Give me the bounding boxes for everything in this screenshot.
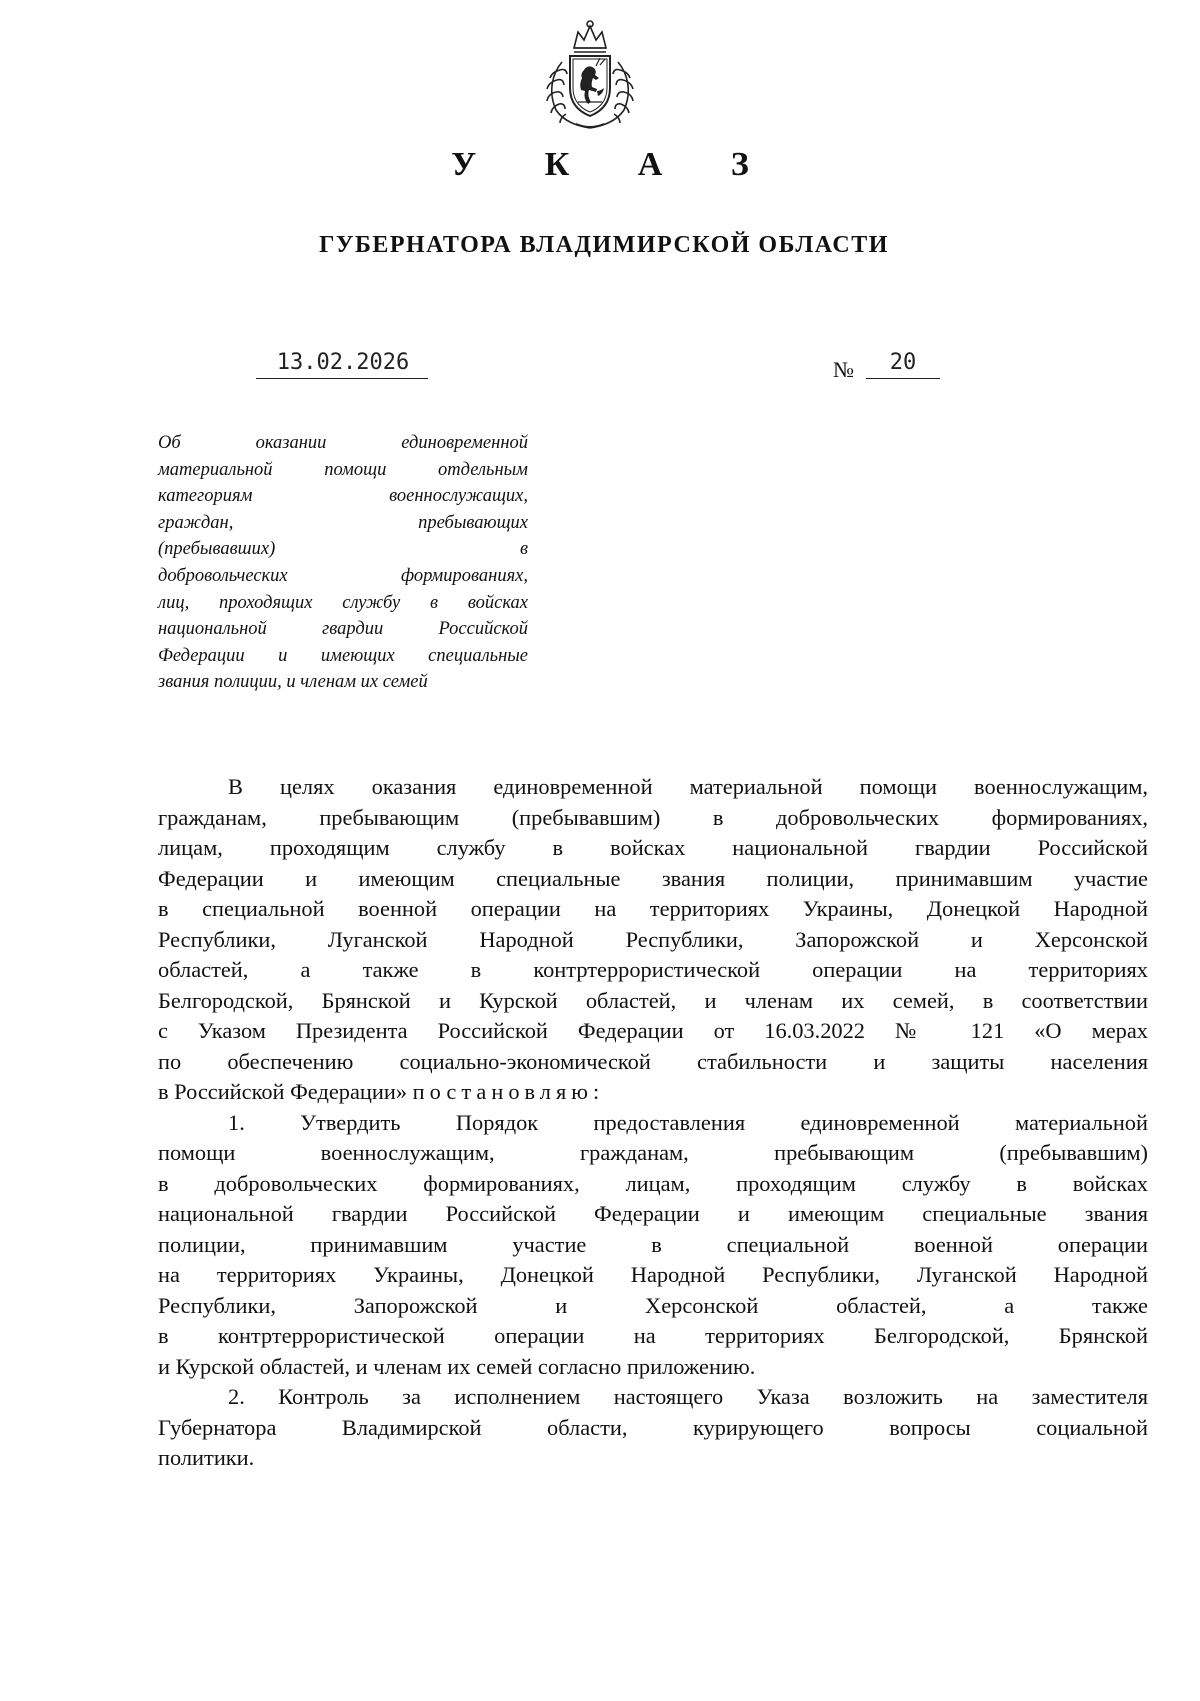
number-sign: № bbox=[833, 357, 854, 382]
number-underline bbox=[866, 378, 940, 379]
text-line: Губернатора Владимирской области, курирующего вопросы социальной bbox=[158, 1414, 1148, 1440]
text-line: 1. Утвердить Порядок предоставления единовременной материальной bbox=[228, 1109, 1148, 1135]
decree-subject bbox=[158, 430, 528, 696]
text-line: полиции, принимавшим участие в специальной военной операции bbox=[158, 1231, 1148, 1257]
text-line: Республики, Луганской Народной Республики, Запорожской и Херсонской bbox=[158, 926, 1148, 952]
text-line: по обеспечению социально-экономической стабильности и защиты населения bbox=[158, 1048, 1148, 1074]
text-line: в контртеррористической операции на территориях Белгородской, Брянской bbox=[158, 1323, 1148, 1348]
text-line: Федерации и имеющим специальные звания полиции, принимавшим участие bbox=[158, 865, 1148, 891]
subject-line: Об оказании единовременной bbox=[158, 433, 528, 453]
decree-issuer: ГУБЕРНАТОРА ВЛАДИМИРСКОЙ ОБЛАСТИ bbox=[319, 232, 889, 258]
preamble-closing: в Российской Федерации» bbox=[158, 1079, 408, 1104]
text-line: в специальной военной операции на территориях Украины, Донецкой Народной bbox=[158, 896, 1148, 921]
text-line: Белгородской, Брянской и Курской областей, и членам их семей, в соответствии bbox=[158, 987, 1148, 1013]
coat-of-arms-icon bbox=[538, 18, 642, 130]
subject-line: звания полиции, и членам их семей bbox=[158, 672, 428, 693]
subject-line: категориям военнослужащих, bbox=[158, 486, 528, 507]
decree-word: постановляю: bbox=[412, 1079, 605, 1104]
text-line: с Указом Президента Российской Федерации от 16.03.2022 № 121 «О мерах bbox=[158, 1018, 1148, 1043]
decree-number: 20 bbox=[889, 350, 917, 375]
subject-line: лиц, проходящих службу в войсках bbox=[158, 592, 528, 613]
subject-line: граждан, пребывающих bbox=[158, 512, 528, 533]
text-line: помощи военнослужащим, гражданам, пребывающим (пребывавшим) bbox=[158, 1140, 1148, 1165]
decree-title: У К А З bbox=[451, 146, 779, 183]
text-line: национальной гвардии Российской Федерации и имеющим специальные звания bbox=[158, 1201, 1148, 1226]
item-1-paragraph bbox=[158, 1108, 1148, 1383]
text-line: гражданам, пребывающим (пребывавшим) в добровольческих формированиях, bbox=[158, 804, 1148, 830]
subject-line: добровольческих формированиях, bbox=[158, 565, 528, 586]
text-line: 2. Контроль за исполнением настоящего Указа возложить на заместителя bbox=[228, 1384, 1148, 1409]
text-line: политики. bbox=[158, 1445, 255, 1470]
text-line: Республики, Запорожской и Херсонской областей, а также bbox=[158, 1292, 1148, 1318]
decree-body bbox=[158, 772, 1148, 1474]
date-underline bbox=[256, 378, 428, 379]
text-line bbox=[158, 1077, 1148, 1108]
subject-line: (пребывавших) в bbox=[158, 539, 528, 560]
text-line: лицам, проходящим службу в войсках национальной гвардии Российской bbox=[158, 835, 1148, 860]
text-line: в добровольческих формированиях, лицам, проходящим службу в войсках bbox=[158, 1170, 1148, 1196]
text-line: и Курской областей, и членам их семей согласно приложению. bbox=[158, 1353, 756, 1379]
subject-line: материальной помощи отдельным bbox=[158, 459, 528, 480]
text-line: В целях оказания единовременной материальной помощи военнослужащим, bbox=[228, 774, 1148, 799]
text-line: областей, а также в контртеррористической операции на территориях bbox=[158, 957, 1148, 982]
item-2-paragraph bbox=[158, 1382, 1148, 1474]
preamble-paragraph bbox=[158, 772, 1148, 1108]
decree-date: 13.02.2026 bbox=[276, 350, 410, 375]
subject-line: Федерации и имеющих специальные bbox=[158, 645, 528, 666]
text-line: на территориях Украины, Донецкой Народной Республики, Луганской Народной bbox=[158, 1262, 1148, 1287]
subject-line: национальной гвардии Российской bbox=[158, 619, 528, 640]
